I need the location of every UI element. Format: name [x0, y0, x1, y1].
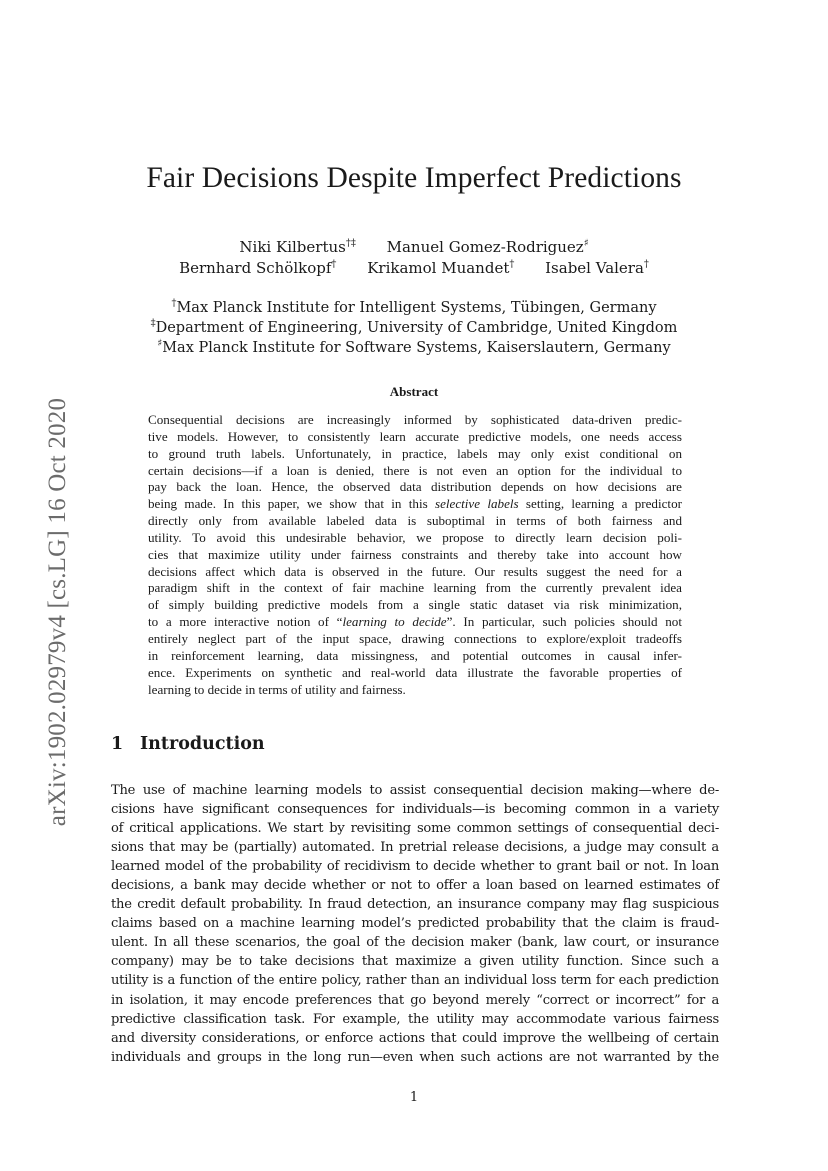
emphasized-phrase: selective labels	[434, 496, 519, 512]
text-line: to a more interactive notion of “learning to decide”. In particular, such policies should not	[148, 614, 682, 630]
text-line: company) may be to take decisions that maximize a given utility function. Since such a	[111, 954, 719, 970]
page-number: 1	[409, 1090, 419, 1105]
introduction-body	[111, 781, 719, 1067]
text-line: tive models. However, to consistently learn accurate predictive models, one needs access	[148, 428, 682, 444]
author-marks: †‡	[345, 238, 356, 249]
author	[179, 259, 336, 277]
affiliation-text: Max Planck Institute for Software Systems, Kaiserslautern, Germany	[162, 340, 671, 356]
author-name: Manuel Gomez-Rodriguez	[386, 238, 584, 256]
affiliation-mark: †	[171, 298, 177, 310]
text-line: entirely neglect part of the input space, drawing connections to explore/exploit tradeoffs	[148, 630, 682, 646]
text-line: cisions have significant consequences for individuals—is becoming common in a variety	[111, 802, 719, 818]
text-line: being made. In this paper, we show that in this selective labels setting, learning a predictor	[148, 496, 682, 512]
text-line: sions that may be (partially) automated. In pretrial release decisions, a judge may consult a	[111, 840, 719, 856]
emphasized-phrase: learning to decide	[342, 614, 447, 630]
text-line: ence. Experiments on synthetic and real-world data illustrate the favorable properties of	[148, 664, 682, 680]
author	[387, 238, 589, 256]
author-marks: †	[331, 259, 337, 270]
text-line: cies that maximize utility under fairness constraints and thereby take into account how	[148, 546, 682, 562]
text-line: in isolation, it may encode preferences that go beyond merely “correct or incorrect” for a	[111, 992, 719, 1008]
affiliation-text: Department of Engineering, University of Cambridge, United Kingdom	[155, 320, 678, 336]
authors-row-2	[0, 259, 828, 277]
text-line: pay back the loan. Hence, the observed data distribution depends on how decisions are	[148, 479, 682, 495]
abstract-body	[148, 412, 682, 698]
arxiv-identifier: arXiv:1902.02979v4 [cs.LG] 16 Oct 2020	[44, 397, 71, 827]
affiliation-text: Max Planck Institute for Intelligent Systems, Tübingen, Germany	[176, 300, 657, 316]
text-line: learned model of the probability of recidivism to decide whether to grant bail or not. In loan	[111, 859, 719, 875]
section-number: 1	[111, 734, 124, 754]
author	[367, 259, 514, 277]
authors-row-1	[0, 238, 828, 256]
affiliation-mark: ‡	[150, 318, 156, 330]
text-line: directly only from available labeled data is suboptimal in terms of both fairness and	[148, 513, 682, 529]
text-line: of critical applications. We start by revisiting some common settings of consequential deci-	[111, 821, 719, 837]
abstract-heading: Abstract	[389, 384, 439, 399]
text-line: the credit default probability. In fraud detection, an insurance company may flag suspicious	[111, 897, 719, 913]
text-line: utility. To avoid this undesirable behavior, we propose to directly learn decision poli-	[148, 529, 682, 545]
text-line: decisions, a bank may decide whether or not to offer a loan based on learned estimates of	[111, 878, 719, 894]
text-line: ulent. In all these scenarios, the goal of the decision maker (bank, law court, or insurance	[111, 935, 719, 951]
author-name: Krikamol Muandet	[367, 259, 510, 277]
affiliation	[0, 340, 828, 356]
text-line: utility is a function of the entire policy, rather than an individual loss term for each prediction	[111, 973, 719, 989]
author-name: Niki Kilbertus	[239, 238, 346, 256]
text-line: paradigm shift in the context of fair machine learning from the currently prevalent idea	[148, 580, 682, 596]
author	[239, 238, 355, 256]
text-line: Consequential decisions are increasingly informed by sophisticated data-driven predic-	[148, 412, 682, 427]
author-marks: †	[509, 259, 515, 270]
affiliation-mark: ♯	[157, 338, 163, 350]
author-marks: †	[643, 259, 649, 270]
text-line: individuals and groups in the long run—even when such actions are not warranted by the	[111, 1049, 719, 1065]
text-line: and diversity considerations, or enforce actions that could improve the wellbeing of certain	[111, 1030, 719, 1046]
text-line: learning to decide in terms of utility and fairness.	[148, 681, 406, 697]
text-line: certain decisions—if a loan is denied, there is not even an option for the individual to	[148, 462, 682, 478]
text-line: to ground truth labels. Unfortunately, in practice, labels may only exist conditional on	[148, 445, 682, 461]
text-line: The use of machine learning models to assist consequential decision making—where de-	[111, 783, 719, 798]
affiliation	[0, 300, 828, 316]
text-line: in reinforcement learning, data missingness, and potential outcomes in causal infer-	[148, 647, 682, 663]
paper-title: Fair Decisions Despite Imperfect Predictions	[146, 162, 682, 194]
section-heading	[111, 734, 265, 754]
affiliation	[0, 320, 828, 336]
author-name: Bernhard Schölkopf	[179, 259, 332, 277]
text-line: predictive classification task. For example, the utility may accommodate various fairness	[111, 1011, 719, 1027]
section-title: Introduction	[140, 734, 265, 754]
author	[545, 259, 649, 277]
author-marks: ♯	[583, 238, 589, 249]
author-name: Isabel Valera	[545, 259, 644, 277]
text-line: of simply building predictive models from a single static dataset via risk minimization,	[148, 597, 682, 613]
text-line: decisions affect which data is observed in the future. Our results suggest the need for a	[148, 563, 682, 579]
text-line: claims based on a machine learning model’s predicted probability that the claim is fraud-	[111, 916, 719, 932]
